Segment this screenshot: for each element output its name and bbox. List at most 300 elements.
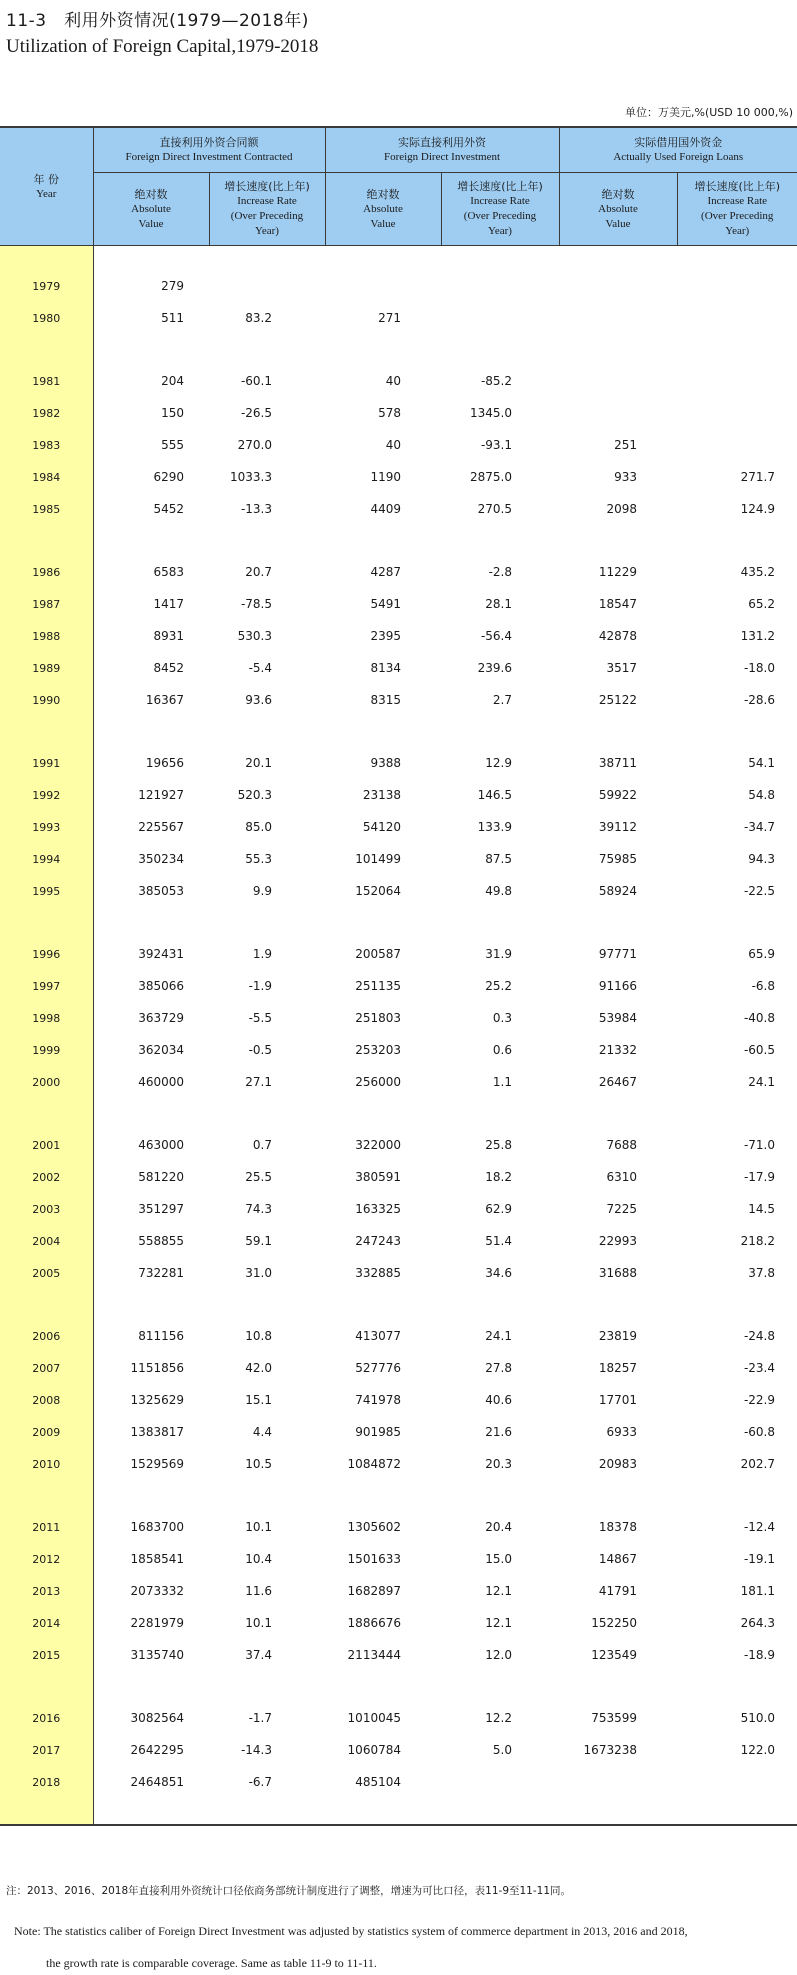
value-cell: 8134 [370, 661, 401, 675]
year-header-en: Year [36, 187, 57, 200]
spacer-cell [559, 907, 677, 938]
year-header [0, 127, 93, 246]
value-cell: 124.9 [740, 502, 775, 516]
group-header-cn: 直接利用外资合同额 [159, 136, 259, 149]
value-cell: -56.4 [480, 629, 512, 643]
value-cell [559, 397, 677, 429]
subheader-en: Year) [725, 225, 750, 237]
value-cell: 1190 [370, 470, 401, 484]
spacer-cell [93, 334, 209, 365]
subheader-rate [441, 173, 559, 246]
value-cell: 121927 [138, 788, 184, 802]
value-cell [209, 270, 325, 302]
table-row [0, 1734, 797, 1766]
value-cell: 202.7 [740, 1457, 775, 1471]
value-cell: 131.2 [740, 629, 775, 643]
subheader-cn: 增长速度(比上年) [694, 180, 781, 193]
spacer-cell [559, 334, 677, 365]
value-cell: 93.6 [245, 693, 272, 707]
spacer-cell [209, 334, 325, 365]
spacer-cell [559, 1289, 677, 1320]
spacer-cell [93, 1098, 209, 1129]
value-cell: -40.8 [743, 1011, 775, 1025]
group-header-en: Actually Used Foreign Loans [613, 151, 744, 163]
value-cell: 1345.0 [470, 406, 512, 420]
value-cell: -22.9 [743, 1393, 775, 1407]
value-cell: 253203 [355, 1043, 401, 1057]
value-cell: 1060784 [347, 1743, 401, 1757]
value-cell: 12.1 [485, 1584, 512, 1598]
value-cell: 101499 [355, 852, 401, 866]
value-cell: -6.8 [751, 979, 775, 993]
table-row [0, 1225, 797, 1257]
subheader-en: Value [605, 217, 631, 230]
spacer-row [0, 525, 797, 556]
table-row [0, 1766, 797, 1798]
spacer-cell [0, 1289, 93, 1320]
value-cell: 2073332 [130, 1584, 184, 1598]
value-cell: 251135 [355, 979, 401, 993]
year-cell: 2014 [0, 1607, 93, 1639]
value-cell: 200587 [355, 947, 401, 961]
table-row [0, 1320, 797, 1352]
value-cell: -1.9 [248, 979, 272, 993]
value-cell: 123549 [591, 1648, 637, 1662]
spacer-cell [677, 1798, 797, 1825]
table-row [0, 938, 797, 970]
value-cell: -85.2 [480, 374, 512, 388]
value-cell: 152250 [591, 1616, 637, 1630]
value-cell: 23138 [362, 788, 401, 802]
value-cell: 75985 [598, 852, 637, 866]
spacer-cell [559, 1798, 677, 1825]
value-cell: 11.6 [245, 1584, 272, 1598]
subheader-en: (Over Preceding [230, 210, 304, 222]
value-cell: 9.9 [252, 884, 272, 898]
year-cell: 1994 [0, 843, 93, 875]
value-cell: 204 [161, 374, 184, 388]
value-cell: 41791 [598, 1584, 637, 1598]
table-row [0, 1161, 797, 1193]
value-cell: 25.8 [485, 1138, 512, 1152]
year-cell: 1990 [0, 684, 93, 716]
year-cell: 2004 [0, 1225, 93, 1257]
value-cell: -22.5 [743, 884, 775, 898]
value-cell: 271.7 [740, 470, 775, 484]
value-cell: 732281 [138, 1266, 184, 1280]
value-cell: 7688 [606, 1138, 637, 1152]
group-header-cn: 实际借用国外资金 [634, 136, 723, 149]
spacer-row [0, 1798, 797, 1825]
spacer-row [0, 1480, 797, 1511]
value-cell: 21332 [598, 1043, 637, 1057]
year-cell: 1997 [0, 970, 93, 1002]
table-row [0, 747, 797, 779]
value-cell: 53984 [598, 1011, 637, 1025]
subheader-en: (Over Preceding [701, 210, 774, 222]
table-row [0, 1416, 797, 1448]
value-cell: 380591 [355, 1170, 401, 1184]
value-cell: -60.8 [743, 1425, 775, 1439]
spacer-cell [0, 907, 93, 938]
year-cell: 1983 [0, 429, 93, 461]
spacer-cell [559, 716, 677, 747]
value-cell: 54.8 [748, 788, 775, 802]
year-cell: 2010 [0, 1448, 93, 1480]
table-row [0, 652, 797, 684]
spacer-cell [0, 1798, 93, 1825]
spacer-cell [677, 1289, 797, 1320]
value-cell: -23.4 [743, 1361, 775, 1375]
value-cell: 58924 [598, 884, 637, 898]
spacer-cell [93, 716, 209, 747]
value-cell: 38711 [598, 756, 637, 770]
spacer-cell [0, 1671, 93, 1702]
value-cell: 2395 [370, 629, 401, 643]
value-cell: 530.3 [237, 629, 272, 643]
foreign-capital-table [0, 126, 797, 1826]
year-cell: 2012 [0, 1543, 93, 1575]
spacer-cell [441, 907, 559, 938]
value-cell [677, 1766, 797, 1798]
value-cell: 54.1 [748, 756, 775, 770]
value-cell: -19.1 [743, 1552, 775, 1566]
spacer-cell [325, 1671, 441, 1702]
value-cell: 1682897 [347, 1584, 401, 1598]
spacer-cell [325, 907, 441, 938]
year-cell: 2003 [0, 1193, 93, 1225]
subheader-en: Year) [255, 225, 279, 237]
value-cell: 558855 [138, 1234, 184, 1248]
spacer-cell [209, 1480, 325, 1511]
table-row [0, 270, 797, 302]
value-cell: 18547 [598, 597, 637, 611]
year-header-cn: 年 份 [33, 172, 59, 186]
value-cell: 511 [161, 311, 184, 325]
table-row [0, 1002, 797, 1034]
value-cell: 2464851 [130, 1775, 184, 1789]
value-cell: 40 [385, 374, 401, 388]
value-cell: -60.1 [240, 374, 272, 388]
value-cell: 218.2 [740, 1234, 775, 1248]
spacer-cell [677, 907, 797, 938]
year-cell: 1993 [0, 811, 93, 843]
spacer-cell [677, 334, 797, 365]
value-cell: 6290 [153, 470, 184, 484]
value-cell: -17.9 [743, 1170, 775, 1184]
value-cell: 12.1 [485, 1616, 512, 1630]
table-body [0, 246, 797, 1826]
subheader-absolute [93, 173, 209, 246]
value-cell: -13.3 [240, 502, 272, 516]
subheader-rate [209, 173, 325, 246]
spacer-cell [93, 1798, 209, 1825]
spacer-cell [0, 1098, 93, 1129]
table-row [0, 1702, 797, 1734]
spacer-cell [559, 1671, 677, 1702]
value-cell: 20.4 [485, 1520, 512, 1534]
value-cell: -60.5 [743, 1043, 775, 1057]
value-cell: 10.1 [245, 1520, 272, 1534]
value-cell: -28.6 [743, 693, 775, 707]
year-cell: 1988 [0, 620, 93, 652]
spacer-cell [325, 1289, 441, 1320]
subheader-en: Year) [488, 225, 512, 237]
subheader-cn: 增长速度(比上年) [457, 180, 543, 193]
value-cell [441, 302, 559, 334]
value-cell: 14867 [598, 1552, 637, 1566]
value-cell: -93.1 [480, 438, 512, 452]
value-cell: 94.3 [748, 852, 775, 866]
value-cell: 37.4 [245, 1648, 272, 1662]
value-cell: 18.2 [485, 1170, 512, 1184]
value-cell: 279 [161, 279, 184, 293]
value-cell [441, 270, 559, 302]
year-cell: 1981 [0, 365, 93, 397]
spacer-cell [325, 1480, 441, 1511]
value-cell: 49.8 [485, 884, 512, 898]
value-cell: 12.9 [485, 756, 512, 770]
value-cell: 520.3 [237, 788, 272, 802]
value-cell: 59922 [598, 788, 637, 802]
year-cell: 2007 [0, 1352, 93, 1384]
value-cell: 18378 [598, 1520, 637, 1534]
table-row [0, 1639, 797, 1671]
year-cell: 1985 [0, 493, 93, 525]
table-row [0, 620, 797, 652]
spacer-cell [93, 907, 209, 938]
value-cell: 1325629 [130, 1393, 184, 1407]
value-cell: 527776 [355, 1361, 401, 1375]
table-row [0, 1511, 797, 1543]
subheader-cn: 绝对数 [601, 187, 635, 201]
spacer-cell [559, 246, 677, 271]
table-row [0, 1607, 797, 1639]
spacer-cell [209, 1289, 325, 1320]
value-cell: 239.6 [477, 661, 512, 675]
year-cell: 2009 [0, 1416, 93, 1448]
value-cell: 85.0 [245, 820, 272, 834]
table-row [0, 1129, 797, 1161]
value-cell: 6933 [606, 1425, 637, 1439]
table-row [0, 1066, 797, 1098]
value-cell: 2113444 [347, 1648, 401, 1662]
year-cell: 2001 [0, 1129, 93, 1161]
value-cell: 6310 [606, 1170, 637, 1184]
value-cell: -18.9 [743, 1648, 775, 1662]
value-cell: 4287 [370, 565, 401, 579]
value-cell: 12.2 [485, 1711, 512, 1725]
value-cell: 62.9 [485, 1202, 512, 1216]
value-cell: 1886676 [347, 1616, 401, 1630]
value-cell: 271 [378, 311, 401, 325]
spacer-cell [441, 716, 559, 747]
year-cell: 1982 [0, 397, 93, 429]
spacer-row [0, 716, 797, 747]
spacer-row [0, 1098, 797, 1129]
value-cell: -78.5 [240, 597, 272, 611]
year-cell: 2011 [0, 1511, 93, 1543]
value-cell: 74.3 [245, 1202, 272, 1216]
value-cell [559, 302, 677, 334]
value-cell: 247243 [355, 1234, 401, 1248]
value-cell: 2098 [606, 502, 637, 516]
table-row [0, 1448, 797, 1480]
value-cell: 15.0 [485, 1552, 512, 1566]
value-cell: 460000 [138, 1075, 184, 1089]
spacer-row [0, 246, 797, 271]
value-cell: 1151856 [130, 1361, 184, 1375]
value-cell: 87.5 [485, 852, 512, 866]
year-cell: 2002 [0, 1161, 93, 1193]
value-cell: 31.9 [485, 947, 512, 961]
value-cell: -26.5 [240, 406, 272, 420]
table-row [0, 1543, 797, 1575]
year-cell: 1986 [0, 556, 93, 588]
table-header [0, 127, 797, 246]
year-cell: 1991 [0, 747, 93, 779]
spacer-cell [209, 907, 325, 938]
value-cell: 37.8 [748, 1266, 775, 1280]
value-cell: -5.5 [248, 1011, 272, 1025]
subheader-rate [677, 173, 797, 246]
value-cell: -1.7 [248, 1711, 272, 1725]
spacer-cell [209, 1671, 325, 1702]
year-cell: 1996 [0, 938, 93, 970]
spacer-cell [441, 1798, 559, 1825]
spacer-cell [441, 334, 559, 365]
value-cell: 25122 [598, 693, 637, 707]
year-cell: 1984 [0, 461, 93, 493]
year-cell: 1992 [0, 779, 93, 811]
spacer-cell [93, 1671, 209, 1702]
table-row [0, 875, 797, 907]
table-row [0, 556, 797, 588]
group-header-fdi-contracted [93, 127, 325, 173]
spacer-cell [325, 246, 441, 271]
year-cell: 2016 [0, 1702, 93, 1734]
value-cell: 65.9 [748, 947, 775, 961]
subheader-en: Value [370, 217, 396, 230]
value-cell: 22993 [598, 1234, 637, 1248]
spacer-cell [559, 525, 677, 556]
spacer-cell [559, 1098, 677, 1129]
value-cell: 332885 [355, 1266, 401, 1280]
spacer-cell [209, 525, 325, 556]
spacer-cell [325, 334, 441, 365]
value-cell: 25.5 [245, 1170, 272, 1184]
group-header-cn: 实际直接利用外资 [398, 136, 486, 149]
value-cell: 3517 [606, 661, 637, 675]
value-cell: 20.3 [485, 1457, 512, 1471]
spacer-cell [677, 525, 797, 556]
value-cell: 10.8 [245, 1329, 272, 1343]
value-cell [677, 302, 797, 334]
group-header-en: Foreign Direct Investment [383, 151, 501, 163]
value-cell: 10.4 [245, 1552, 272, 1566]
table-row [0, 970, 797, 1002]
value-cell: 16367 [145, 693, 184, 707]
subheader-en: Increase Rate [237, 195, 297, 207]
table-row [0, 1257, 797, 1289]
spacer-cell [93, 525, 209, 556]
table-row [0, 684, 797, 716]
value-cell: 15.1 [245, 1393, 272, 1407]
value-cell: 122.0 [740, 1743, 775, 1757]
year-cell: 2013 [0, 1575, 93, 1607]
year-cell: 2000 [0, 1066, 93, 1098]
value-cell: 6583 [153, 565, 184, 579]
table-row [0, 461, 797, 493]
value-cell: 753599 [591, 1711, 637, 1725]
value-cell: 2642295 [130, 1743, 184, 1757]
value-cell: 65.2 [748, 597, 775, 611]
value-cell: 14.5 [748, 1202, 775, 1216]
year-cell: 2008 [0, 1384, 93, 1416]
value-cell: 23819 [598, 1329, 637, 1343]
group-header-fdi [325, 127, 559, 173]
table-row [0, 302, 797, 334]
value-cell: 251803 [355, 1011, 401, 1025]
spacer-cell [0, 525, 93, 556]
year-cell: 1980 [0, 302, 93, 334]
value-cell: 51.4 [485, 1234, 512, 1248]
value-cell: 5491 [370, 597, 401, 611]
value-cell: 8931 [153, 629, 184, 643]
value-cell: 270.0 [237, 438, 272, 452]
group-header-foreign-loans [559, 127, 797, 173]
subheader-en: Absolute [363, 202, 403, 215]
table-row [0, 1193, 797, 1225]
value-cell: 351297 [138, 1202, 184, 1216]
value-cell: 10.1 [245, 1616, 272, 1630]
value-cell: 322000 [355, 1138, 401, 1152]
value-cell: 146.5 [477, 788, 512, 802]
table-row [0, 493, 797, 525]
value-cell: -2.8 [488, 565, 512, 579]
value-cell: 1858541 [130, 1552, 184, 1566]
value-cell: -6.7 [248, 1775, 272, 1789]
value-cell: 7225 [606, 1202, 637, 1216]
spacer-cell [209, 246, 325, 271]
value-cell [677, 365, 797, 397]
subheader-cn: 绝对数 [134, 187, 168, 201]
spacer-cell [93, 1480, 209, 1511]
value-cell: 26467 [598, 1075, 637, 1089]
unit-label: 单位：万美元,%(USD 10 000,%) [625, 106, 793, 119]
value-cell: 0.3 [492, 1011, 512, 1025]
table-row [0, 779, 797, 811]
footnote-en-line2: the growth rate is comparable coverage. Same as table 11-9 to 11-11. [46, 1956, 377, 1970]
value-cell: 4409 [370, 502, 401, 516]
value-cell: 256000 [355, 1075, 401, 1089]
value-cell: 20.7 [245, 565, 272, 579]
spacer-cell [677, 246, 797, 271]
table-row [0, 365, 797, 397]
subheader-en: Value [138, 217, 164, 230]
year-cell: 1987 [0, 588, 93, 620]
subheader-en: (Over Preceding [463, 210, 537, 222]
spacer-row [0, 907, 797, 938]
spacer-cell [677, 1671, 797, 1702]
value-cell [677, 429, 797, 461]
value-cell: 510.0 [740, 1711, 775, 1725]
value-cell: 0.6 [492, 1043, 512, 1057]
year-cell: 2006 [0, 1320, 93, 1352]
table-row [0, 588, 797, 620]
spacer-row [0, 334, 797, 365]
table-number-title-cn: 11-3 利用外资情况(1979—2018年) [6, 11, 309, 31]
